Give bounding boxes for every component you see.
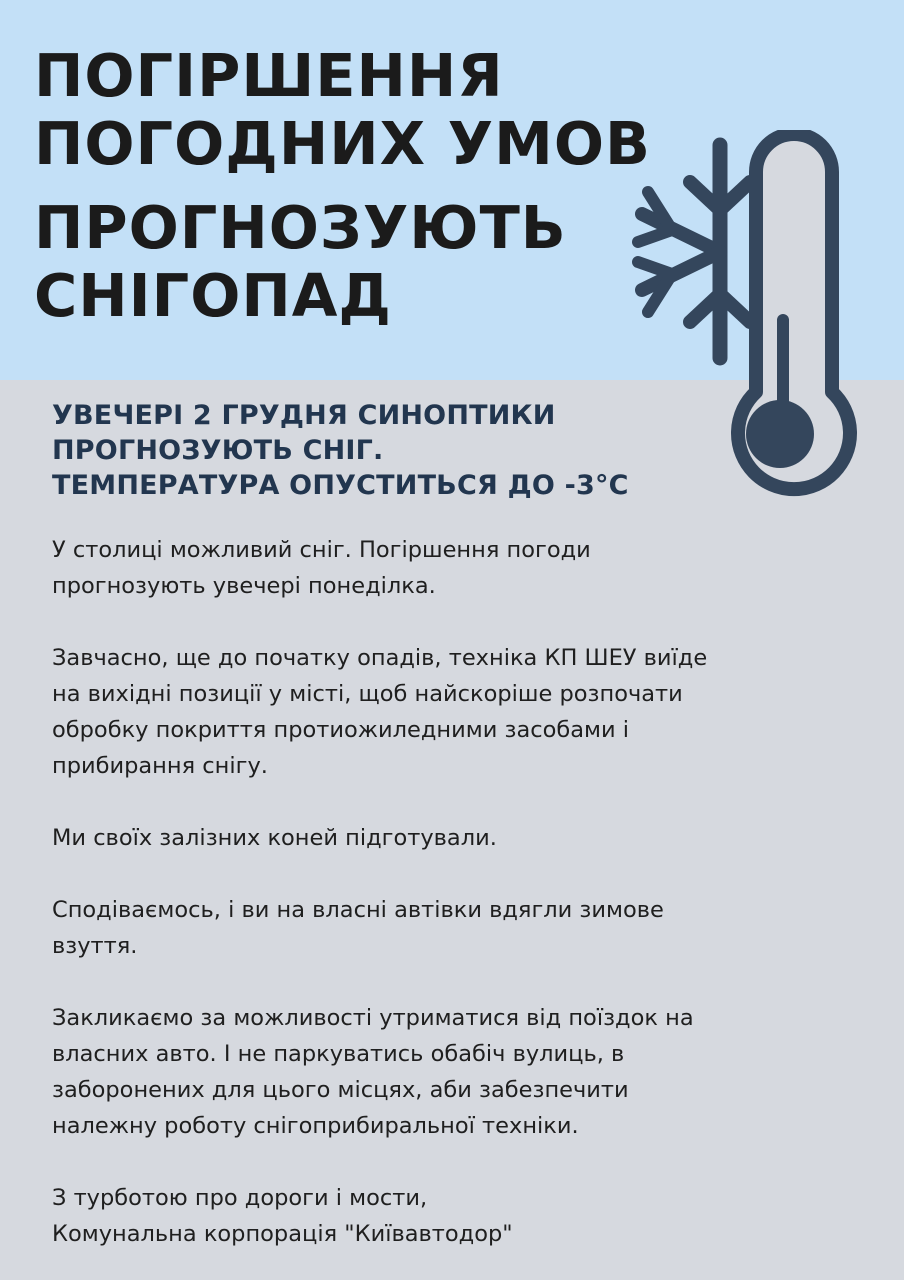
paragraph: У столиці можливий сніг. Погіршення погоди прогнозують увечері понеділка. [52,537,591,599]
page-title [34,42,651,330]
subheadline-line: УВЕЧЕРІ 2 ГРУДНЯ СИНОПТИКИ [52,400,556,431]
title-line: СНІГОПАД [34,261,392,330]
paragraph: Ми своїх залізних коней підготували. [52,825,497,851]
paragraph: Завчасно, ще до початку опадів, техніка КП ШЕУ виїде на вихідні позиції у місті, щоб найскоріше розпочати обробку покриття протиожиледними засобами і прибирання снігу. [52,645,708,779]
title-line: ПОГІРШЕННЯ [34,41,504,110]
subheadline-line: ТЕМПЕРАТУРА ОПУСТИТЬСЯ ДО -3°С [52,470,629,501]
subheadline-line: ПРОГНОЗУЮТЬ СНІГ. [52,435,384,466]
snowflake-thermometer-icon [620,130,860,500]
subheadline [52,398,629,503]
announcement-body [52,532,882,1252]
paragraph: Сподіваємось, і ви на власні автівки вдягли зимове взуття. [52,897,664,959]
signature: З турботою про дороги і мости, Комунальна корпорація "Київавтодор" [52,1185,513,1247]
title-line: ПОГОДНИХ УМОВ [34,109,651,178]
title-line: ПРОГНОЗУЮТЬ [34,193,567,262]
paragraph: Закликаємо за можливості утриматися від поїздок на власних авто. І не паркуватись обабіч вулиць, в заборонених для цього місцях, аби забезпечити належну роботу снігоприбиральної техніки. [52,1005,694,1139]
